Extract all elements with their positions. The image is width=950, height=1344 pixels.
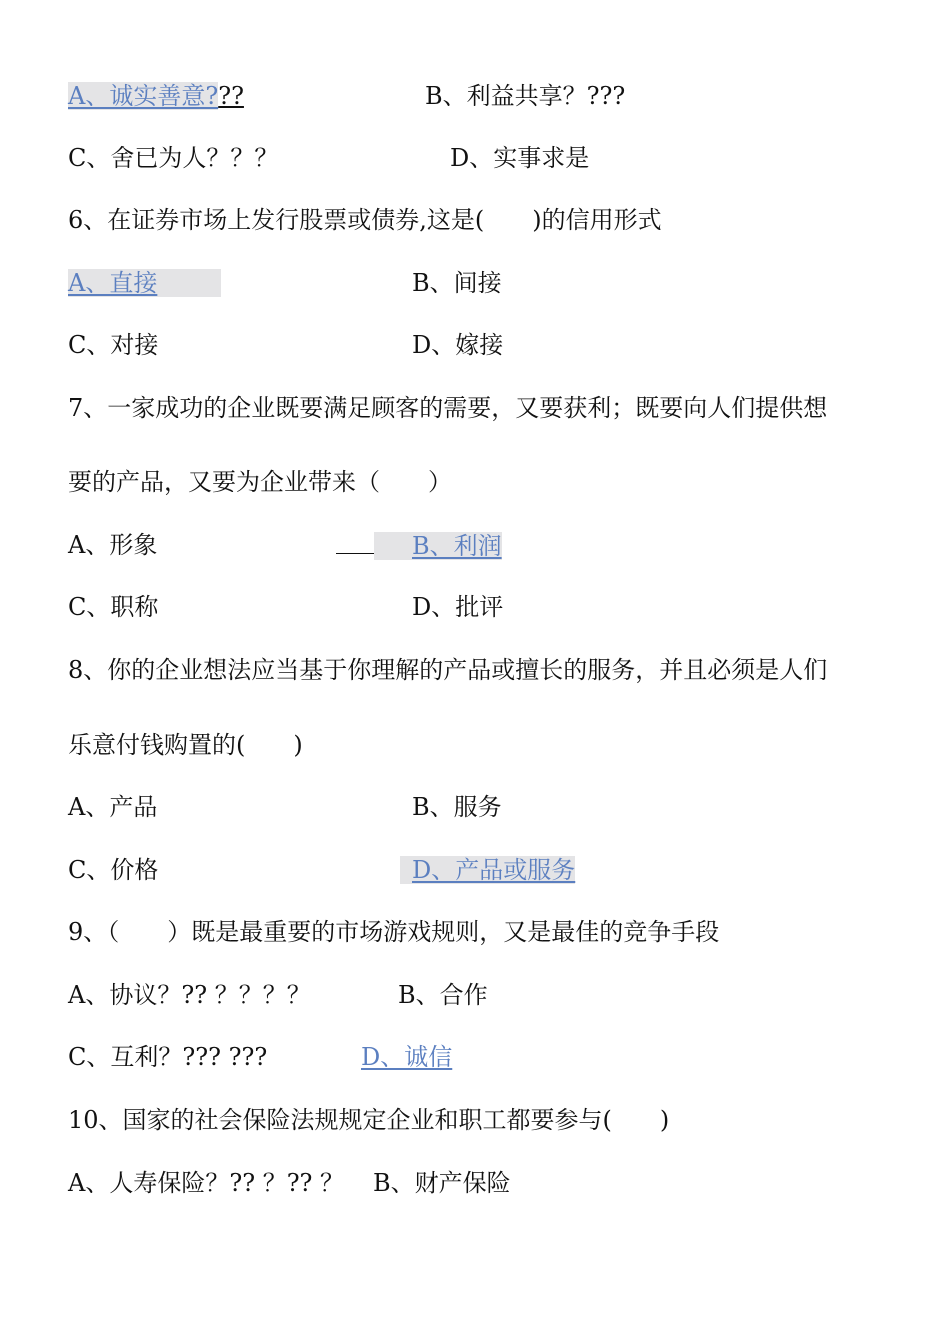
q7-option-b-answer: B、利润 bbox=[374, 532, 502, 560]
q7-question-line1: 7、一家成功的企业既要满足顾客的需要，又要获利；既要向人们提供想 bbox=[68, 394, 828, 422]
q8-option-d bbox=[400, 854, 575, 886]
answer-blank-line bbox=[336, 529, 374, 554]
q9-option-a: A、协议？?? ？？？？ bbox=[68, 981, 311, 1009]
q5-option-c: C、舍已为人？？？ bbox=[68, 144, 279, 172]
q6-option-c: C、对接 bbox=[68, 331, 159, 359]
q6-option-a-answer: A、直接 bbox=[68, 269, 221, 297]
q5-option-b: B、利益共享？??? bbox=[425, 82, 626, 110]
q9-option-d bbox=[361, 1041, 464, 1073]
q6-question: 6、在证券市场上发行股票或债券,这是( )的信用形式 bbox=[68, 206, 662, 234]
q8-question-line1: 8、你的企业想法应当基于你理解的产品或擅长的服务，并且必须是人们 bbox=[68, 656, 828, 684]
q9-question: 9、（ ）既是最重要的市场游戏规则，又是最佳的竞争手段 bbox=[68, 918, 720, 946]
q6-option-b: B、间接 bbox=[412, 269, 502, 297]
q7-option-a: A、形象 bbox=[68, 531, 158, 559]
q7-option-c: C、职称 bbox=[68, 593, 159, 621]
q5-option-a bbox=[68, 80, 244, 112]
q8-option-a: A、产品 bbox=[68, 793, 158, 821]
q8-question-line2: 乐意付钱购置的( ) bbox=[68, 731, 303, 759]
q7-option-b bbox=[336, 529, 502, 562]
q6-option-a bbox=[68, 267, 221, 299]
q10-question: 10、国家的社会保险法规规定企业和职工都要参与( ) bbox=[68, 1106, 670, 1134]
q10-option-a: A、人寿保险？?? ？?? ？ bbox=[68, 1169, 345, 1197]
q5-option-a-answer: A、诚实善意? bbox=[68, 82, 219, 110]
q5-option-d: D、实事求是 bbox=[450, 144, 590, 172]
q8-option-c: C、价格 bbox=[68, 856, 159, 884]
q7-question-line2: 要的产品，又要为企业带来（ ） bbox=[68, 468, 452, 496]
q10-option-b: B、财产保险 bbox=[373, 1169, 511, 1197]
q8-option-d-answer: D、产品或服务 bbox=[400, 856, 575, 884]
q9-option-b: B、合作 bbox=[398, 981, 488, 1009]
q8-option-b: B、服务 bbox=[412, 793, 502, 821]
q5-option-a-rest: ?? bbox=[218, 82, 244, 110]
q6-option-d: D、嫁接 bbox=[412, 331, 504, 359]
q7-option-d: D、批评 bbox=[412, 593, 504, 621]
q9-option-c: C、互利？??? ??? bbox=[68, 1043, 268, 1071]
q9-option-d-answer: D、诚信 bbox=[361, 1043, 453, 1071]
